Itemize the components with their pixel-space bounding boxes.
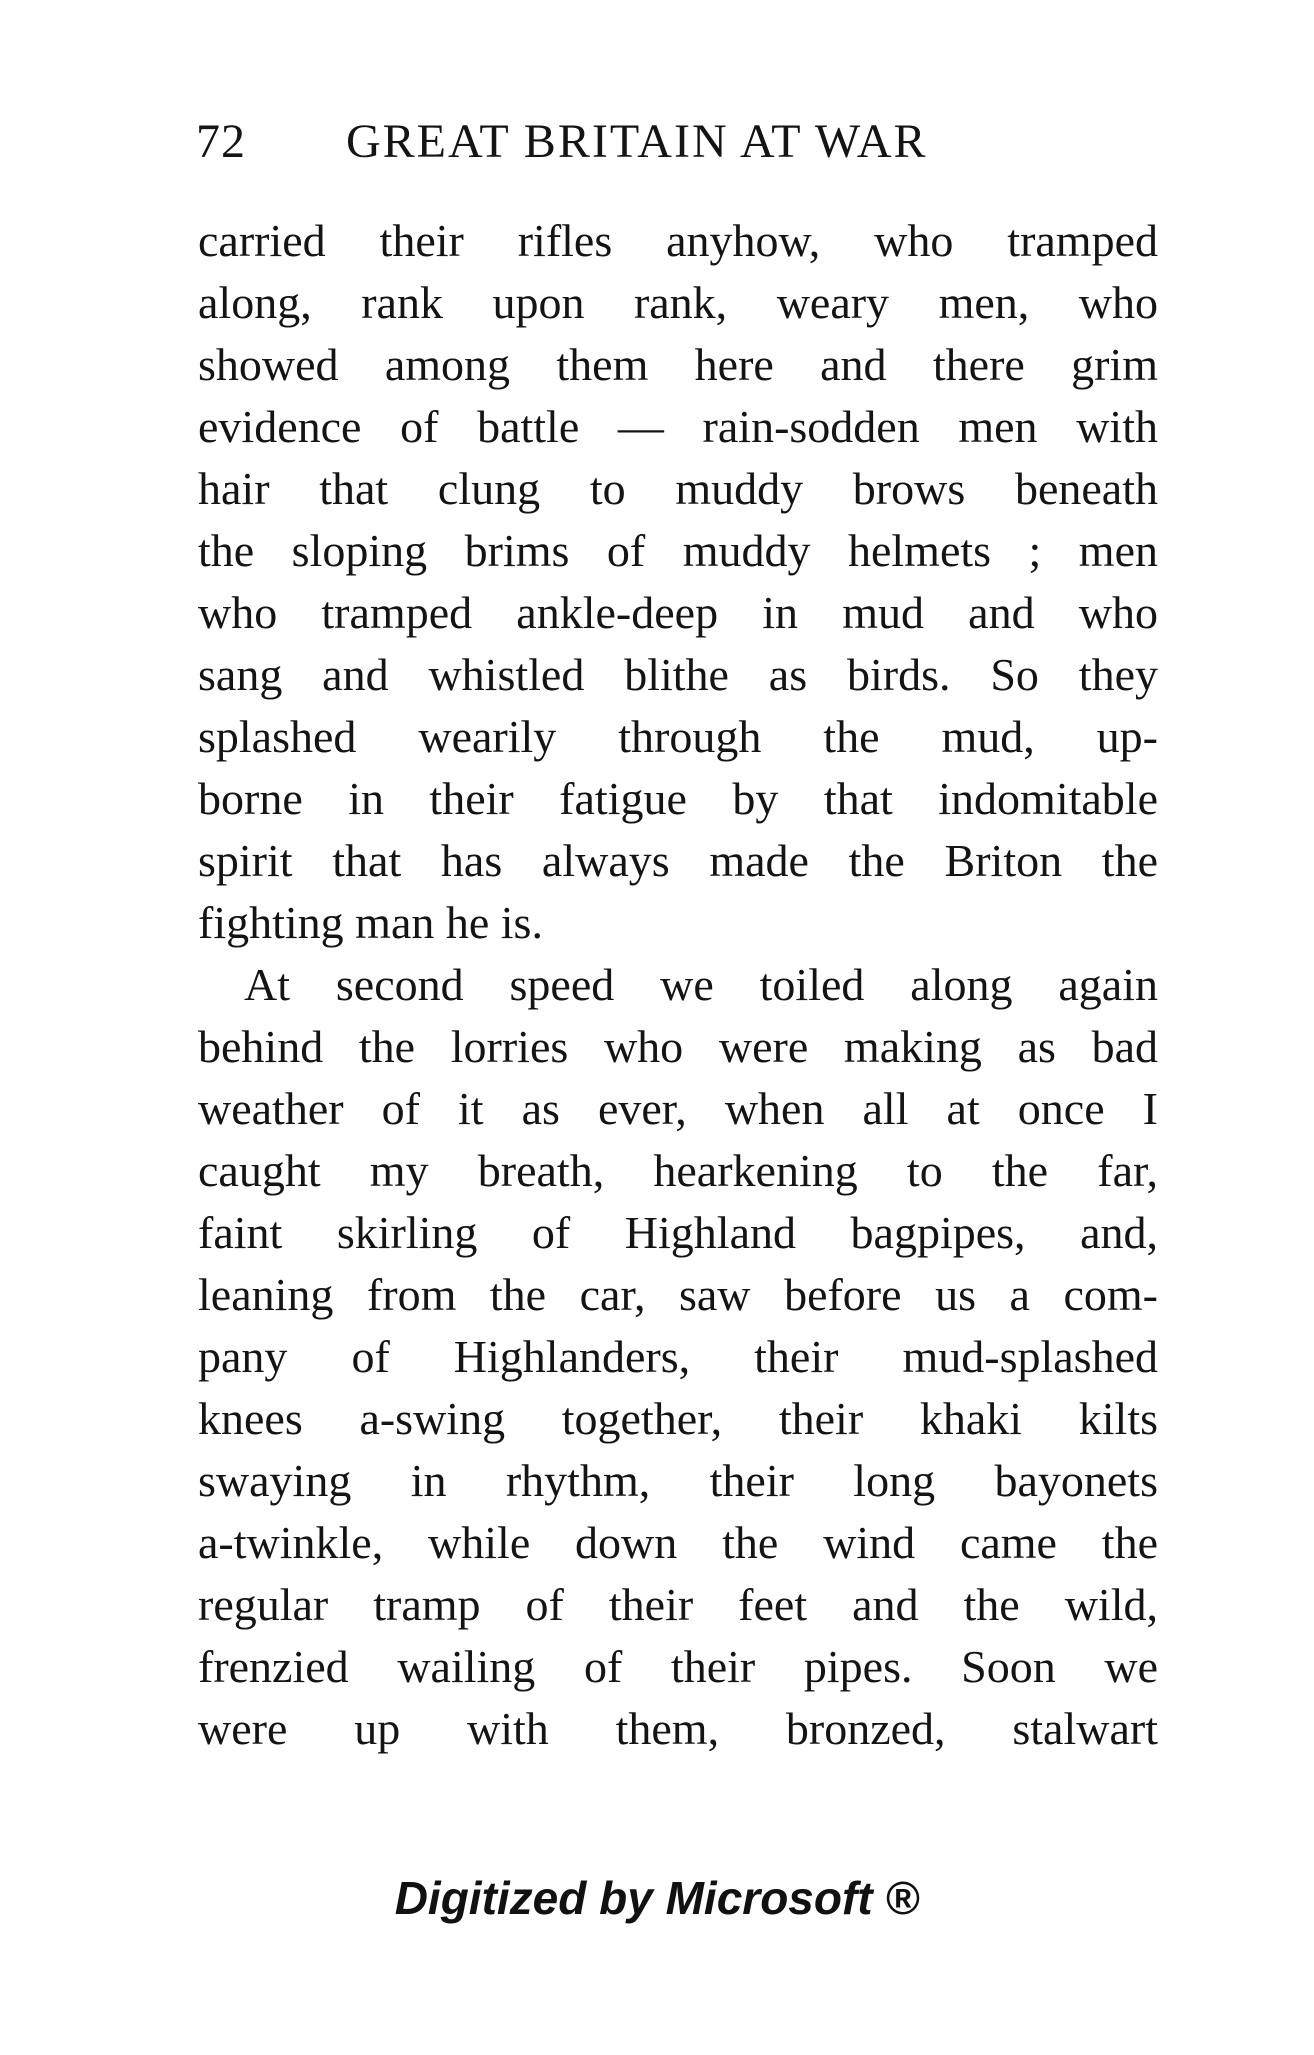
text-line: caught my breath, hearkening to the far, [198,1145,1158,1196]
text-line: were up with them, bronzed, stalwart [198,1703,1158,1754]
text-line: sang and whistled blithe as birds. So they [198,649,1158,700]
text-line: regular tramp of their feet and the wild, [198,1579,1158,1630]
text-line: swaying in rhythm, their long bayonets [198,1455,1158,1506]
text-line: who tramped ankle-deep in mud and who [198,587,1158,638]
text-line: borne in their fatigue by that indomitable [198,773,1158,824]
text-line: splashed wearily through the mud, up- [198,711,1158,762]
text-line: evidence of battle — rain-sodden men with [198,401,1158,452]
page-number: 72 [196,115,246,168]
text-line: frenzied wailing of their pipes. Soon we [198,1641,1158,1692]
running-head [196,112,1156,172]
text-line: fighting man he is. [198,897,543,948]
text-line: showed among them here and there grim [198,339,1158,390]
text-line: faint skirling of Highland bagpipes, and, [198,1207,1158,1258]
text-line: the sloping brims of muddy helmets ; men [198,525,1158,576]
body-text [198,210,1158,1760]
text-line: hair that clung to muddy brows beneath [198,463,1158,514]
text-line: behind the lorries who were making as bad [198,1021,1158,1072]
text-line: along, rank upon rank, weary men, who [198,277,1158,328]
text-line: spirit that has always made the Briton the [198,835,1158,886]
text-line: a-twinkle, while down the wind came the [198,1517,1158,1568]
text-line: At second speed we toiled along again [244,959,1158,1010]
running-title: GREAT BRITAIN AT WAR [346,115,928,168]
text-line: carried their rifles anyhow, who tramped [198,215,1158,266]
digitization-watermark: Digitized by Microsoft ® [394,1872,920,1924]
text-line: leaning from the car, saw before us a com- [198,1269,1158,1320]
text-line: pany of Highlanders, their mud-splashed [198,1331,1158,1382]
text-line: weather of it as ever, when all at once I [198,1083,1158,1134]
text-line: knees a-swing together, their khaki kilts [198,1393,1158,1444]
